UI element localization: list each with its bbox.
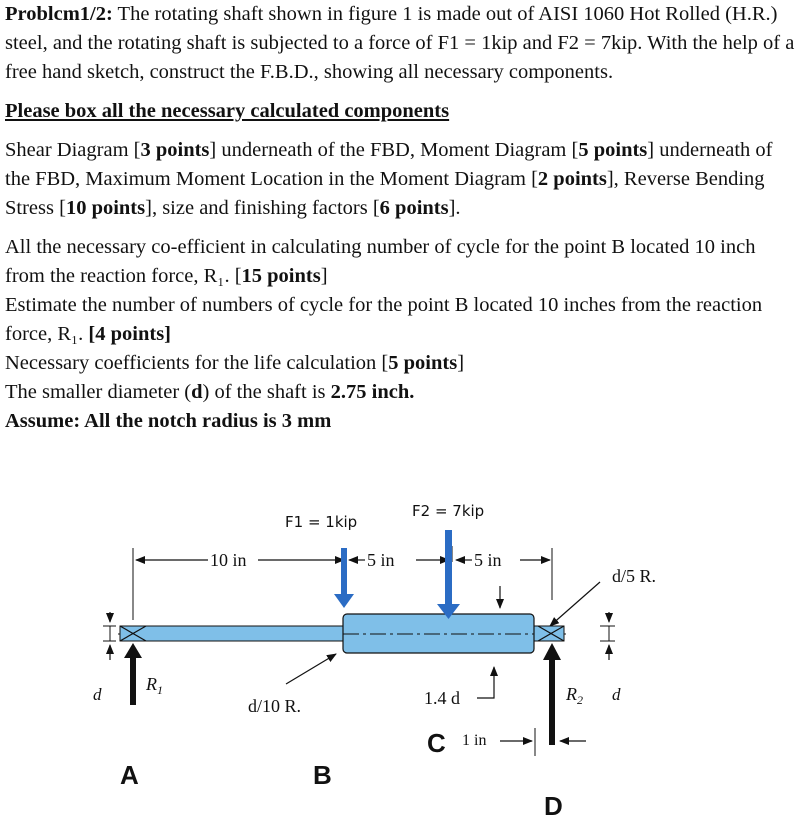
dim-5in-a: 5 in xyxy=(367,550,395,570)
task-cycles: Estimate the number of numbers of cycle for the point B located 10 inches from the reaction force, R₁. [4 points] xyxy=(5,294,763,345)
dim-10in: 10 in xyxy=(210,550,247,570)
d-left: d xyxy=(93,685,102,704)
task-life-coefficients: Necessary coefficients for the life calculation [5 points] xyxy=(5,352,465,374)
point-c-label: C xyxy=(427,728,446,758)
task-diameter: The smaller diameter (d) of the shaft is 2.75 inch. xyxy=(5,381,415,403)
point-b-label: B xyxy=(313,760,332,790)
problem-label: Problcm1/2: xyxy=(5,3,113,25)
dim-1in: 1 in xyxy=(462,732,487,749)
problem-intro: The rotating shaft shown in figure 1 is made out of AISI 1060 Hot Rolled (H.R.) steel, and the rotating shaft is subjected to a force of F1 = 1kip and F2 = 7kip. With the help of a free hand sketch, construct the F.B.D., showing all necessary components. xyxy=(5,3,795,83)
r2-reaction-arrow xyxy=(543,643,561,745)
f2-label: F2 = 7kip xyxy=(412,502,485,520)
point-d-label: D xyxy=(544,791,563,821)
force-arrow-f2 xyxy=(437,530,460,619)
point-a-label: A xyxy=(120,760,139,790)
task-assumption: Assume: All the notch radius is 3 mm xyxy=(5,410,332,432)
f1-label: F1 = 1kip xyxy=(285,513,358,531)
force-arrow-f1 xyxy=(334,548,354,608)
d-right: d xyxy=(612,685,621,704)
requirements-paragraph: Shear Diagram [3 points] underneath of the FBD, Moment Diagram [5 points] underneath of the FBD, Maximum Moment Location in the Moment Diagram [2 points], Reverse Bending Stress [10 points], size and finishing factors [6 points]. xyxy=(5,139,773,219)
task-coefficients: All the necessary co-efficient in calculating number of cycle for the point B located 10 inch from the reaction force, R₁. [15 points] xyxy=(5,236,756,287)
fillet-right-label: d/5 R. xyxy=(612,566,657,586)
r2-label: $R_2$ xyxy=(566,684,583,707)
shaft-left-section xyxy=(120,626,345,641)
r1-reaction-arrow xyxy=(124,643,142,705)
big-diameter-label: 1.4 d xyxy=(424,688,460,708)
fillet-left-label: d/10 R. xyxy=(248,696,302,716)
box-note: Please box all the necessary calculated components xyxy=(5,100,450,122)
r1-label: $R_1$ xyxy=(146,674,163,697)
dim-5in-b: 5 in xyxy=(474,550,502,570)
